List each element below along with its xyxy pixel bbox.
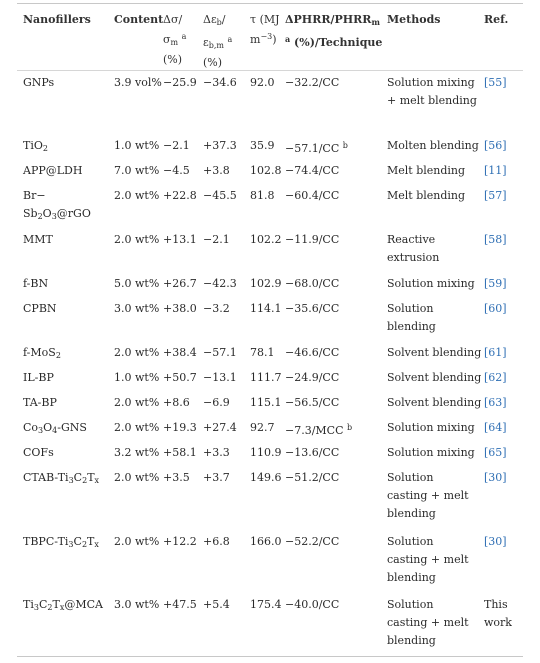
cell-tau: 114.1: [250, 302, 282, 315]
cell-method: Solution casting + melt blending: [387, 598, 469, 647]
cell-delta-epsilon: −6.9: [203, 396, 230, 409]
cell-delta-epsilon: −34.6: [203, 76, 237, 89]
cell-delta-epsilon: −2.1: [203, 233, 230, 246]
cell-delta-sigma: −25.9: [163, 76, 197, 89]
reference-link[interactable]: [30]: [484, 471, 507, 484]
cell-filler: TiO$_2$: [23, 139, 48, 153]
cell-tau: 92.7: [250, 421, 275, 434]
cell-phrr: −35.6/CC: [285, 302, 340, 315]
cell-content: 3.0 wt%: [114, 598, 160, 611]
cell-filler: CTAB-$Ti_3C_2T_x$: [23, 471, 100, 485]
cell-ref-this-work: This work: [484, 598, 512, 629]
cell-tau: 81.8: [250, 189, 275, 202]
cell-method: Reactive extrusion: [387, 233, 440, 264]
cell-filler: f-MoS$_2$: [23, 346, 61, 360]
cell-method: Melt blending: [387, 189, 466, 202]
cell-tau: 78.1: [250, 346, 275, 359]
header-tau: τ (MJ $m^{-3}$): [250, 13, 280, 46]
cell-method: Solvent blending: [387, 371, 482, 384]
table-top-rule: [17, 3, 523, 4]
cell-phrr: −60.4/CC: [285, 189, 340, 202]
cell-delta-epsilon: +27.4: [203, 421, 237, 434]
cell-method: Solvent blending: [387, 346, 482, 359]
cell-delta-epsilon: +6.8: [203, 535, 230, 548]
cell-filler: TA-BP: [23, 396, 57, 409]
cell-content: 2.0 wt%: [114, 421, 160, 434]
cell-delta-sigma: +13.1: [163, 233, 197, 246]
cell-method: Melt blending: [387, 164, 466, 177]
cell-phrr: −56.5/CC: [285, 396, 340, 409]
cell-delta-sigma: +26.7: [163, 277, 197, 290]
reference-link[interactable]: [65]: [484, 446, 507, 459]
cell-tau: 102.9: [250, 277, 282, 290]
cell-filler: COFs: [23, 446, 54, 459]
cell-filler: f-BN: [23, 277, 49, 290]
cell-method: Solution mixing: [387, 277, 475, 290]
cell-delta-sigma: +12.2: [163, 535, 197, 548]
cell-filler: TBPC-$Ti_3C_2T_x$: [23, 535, 99, 549]
cell-filler: $Co_3O_4$-GNS: [23, 421, 87, 435]
cell-delta-epsilon: +3.8: [203, 164, 230, 177]
header-delta-sigma: Δσ/ $\sigma_m$ $^a$ (%): [163, 13, 187, 66]
header-phrr: ΔPHRR/$PHRR_m$ $^a$ (%)/Technique: [285, 13, 383, 49]
reference-link[interactable]: [59]: [484, 277, 507, 290]
cell-method: Solution blending: [387, 302, 436, 333]
cell-phrr: −51.2/CC: [285, 471, 340, 484]
cell-delta-epsilon: −3.2: [203, 302, 230, 315]
header-content: Content: [114, 13, 164, 26]
cell-delta-sigma: +47.5: [163, 598, 197, 611]
reference-link[interactable]: [55]: [484, 76, 507, 89]
cell-method: Solution casting + melt blending: [387, 471, 469, 520]
cell-delta-sigma: +58.1: [163, 446, 197, 459]
cell-delta-epsilon: −57.1: [203, 346, 237, 359]
table-header-rule: [17, 70, 523, 71]
cell-delta-epsilon: +37.3: [203, 139, 237, 152]
cell-tau: 175.4: [250, 598, 282, 611]
cell-filler: MMT: [23, 233, 53, 246]
cell-delta-sigma: −2.1: [163, 139, 190, 152]
cell-method: Solution mixing + melt blending: [387, 76, 477, 107]
cell-filler: $Ti_3C_2T_x@MCA$: [23, 598, 103, 612]
cell-content: 5.0 wt%: [114, 277, 160, 290]
cell-delta-epsilon: +5.4: [203, 598, 230, 611]
cell-filler: CPBN: [23, 302, 57, 315]
cell-delta-sigma: +38.0: [163, 302, 197, 315]
cell-method: Solvent blending: [387, 396, 482, 409]
header-nanofillers: Nanofillers: [23, 13, 91, 26]
reference-link[interactable]: [58]: [484, 233, 507, 246]
cell-filler: Br− $Sb_2O_3@rGO$: [23, 189, 91, 221]
cell-phrr: −32.2/CC: [285, 76, 340, 89]
cell-content: 2.0 wt%: [114, 189, 160, 202]
cell-delta-sigma: +22.8: [163, 189, 197, 202]
cell-tau: 110.9: [250, 446, 282, 459]
cell-delta-epsilon: −42.3: [203, 277, 237, 290]
cell-delta-sigma: +50.7: [163, 371, 197, 384]
cell-filler: GNPs: [23, 76, 55, 89]
cell-tau: 102.2: [250, 233, 282, 246]
reference-link[interactable]: [64]: [484, 421, 507, 434]
reference-link[interactable]: [60]: [484, 302, 507, 315]
cell-phrr: −52.2/CC: [285, 535, 340, 548]
cell-delta-epsilon: +3.7: [203, 471, 230, 484]
cell-content: 2.0 wt%: [114, 535, 160, 548]
header-delta-epsilon: $\Delta\varepsilon_b/$ $\varepsilon_{b,m}$ $^a$ (%): [203, 13, 233, 69]
cell-filler: APP@LDH: [23, 164, 83, 177]
cell-phrr: −68.0/CC: [285, 277, 340, 290]
cell-content: 2.0 wt%: [114, 396, 160, 409]
reference-link[interactable]: [62]: [484, 371, 507, 384]
cell-delta-sigma: +19.3: [163, 421, 197, 434]
cell-tau: 35.9: [250, 139, 275, 152]
cell-content: 1.0 wt%: [114, 139, 160, 152]
cell-tau: 115.1: [250, 396, 282, 409]
cell-phrr: −46.6/CC: [285, 346, 340, 359]
reference-link[interactable]: [30]: [484, 535, 507, 548]
header-ref: Ref.: [484, 13, 509, 26]
cell-content: 2.0 wt%: [114, 471, 160, 484]
cell-phrr: −57.1/CC $^b$: [285, 141, 348, 155]
cell-phrr: −7.3/MCC $^b$: [285, 423, 353, 437]
header-methods: Methods: [387, 13, 441, 26]
table-bottom-rule: [17, 656, 523, 657]
cell-phrr: −74.4/CC: [285, 164, 340, 177]
cell-content: 1.0 wt%: [114, 371, 160, 384]
cell-tau: 166.0: [250, 535, 282, 548]
cell-delta-sigma: −4.5: [163, 164, 190, 177]
cell-content: 2.0 wt%: [114, 233, 160, 246]
cell-delta-epsilon: −45.5: [203, 189, 237, 202]
cell-tau: 92.0: [250, 76, 275, 89]
cell-delta-sigma: +3.5: [163, 471, 190, 484]
cell-method: Molten blending: [387, 139, 479, 152]
cell-content: 2.0 wt%: [114, 346, 160, 359]
cell-delta-sigma: +8.6: [163, 396, 190, 409]
cell-content: 3.9 vol%: [114, 76, 162, 89]
cell-filler: IL-BP: [23, 371, 54, 384]
cell-delta-epsilon: +3.3: [203, 446, 230, 459]
reference-link[interactable]: [63]: [484, 396, 507, 409]
reference-link[interactable]: [56]: [484, 139, 507, 152]
cell-delta-epsilon: −13.1: [203, 371, 237, 384]
cell-method: Solution mixing: [387, 421, 475, 434]
cell-tau: 111.7: [250, 371, 282, 384]
reference-link[interactable]: [11]: [484, 164, 507, 177]
cell-phrr: −40.0/CC: [285, 598, 340, 611]
cell-content: 3.2 wt%: [114, 446, 160, 459]
cell-delta-sigma: +38.4: [163, 346, 197, 359]
cell-method: Solution casting + melt blending: [387, 535, 469, 584]
cell-tau: 102.8: [250, 164, 282, 177]
cell-phrr: −11.9/CC: [285, 233, 340, 246]
cell-method: Solution mixing: [387, 446, 475, 459]
reference-link[interactable]: [61]: [484, 346, 507, 359]
cell-tau: 149.6: [250, 471, 282, 484]
cell-content: 7.0 wt%: [114, 164, 160, 177]
cell-phrr: −13.6/CC: [285, 446, 340, 459]
reference-link[interactable]: [57]: [484, 189, 507, 202]
cell-phrr: −24.9/CC: [285, 371, 340, 384]
cell-content: 3.0 wt%: [114, 302, 160, 315]
